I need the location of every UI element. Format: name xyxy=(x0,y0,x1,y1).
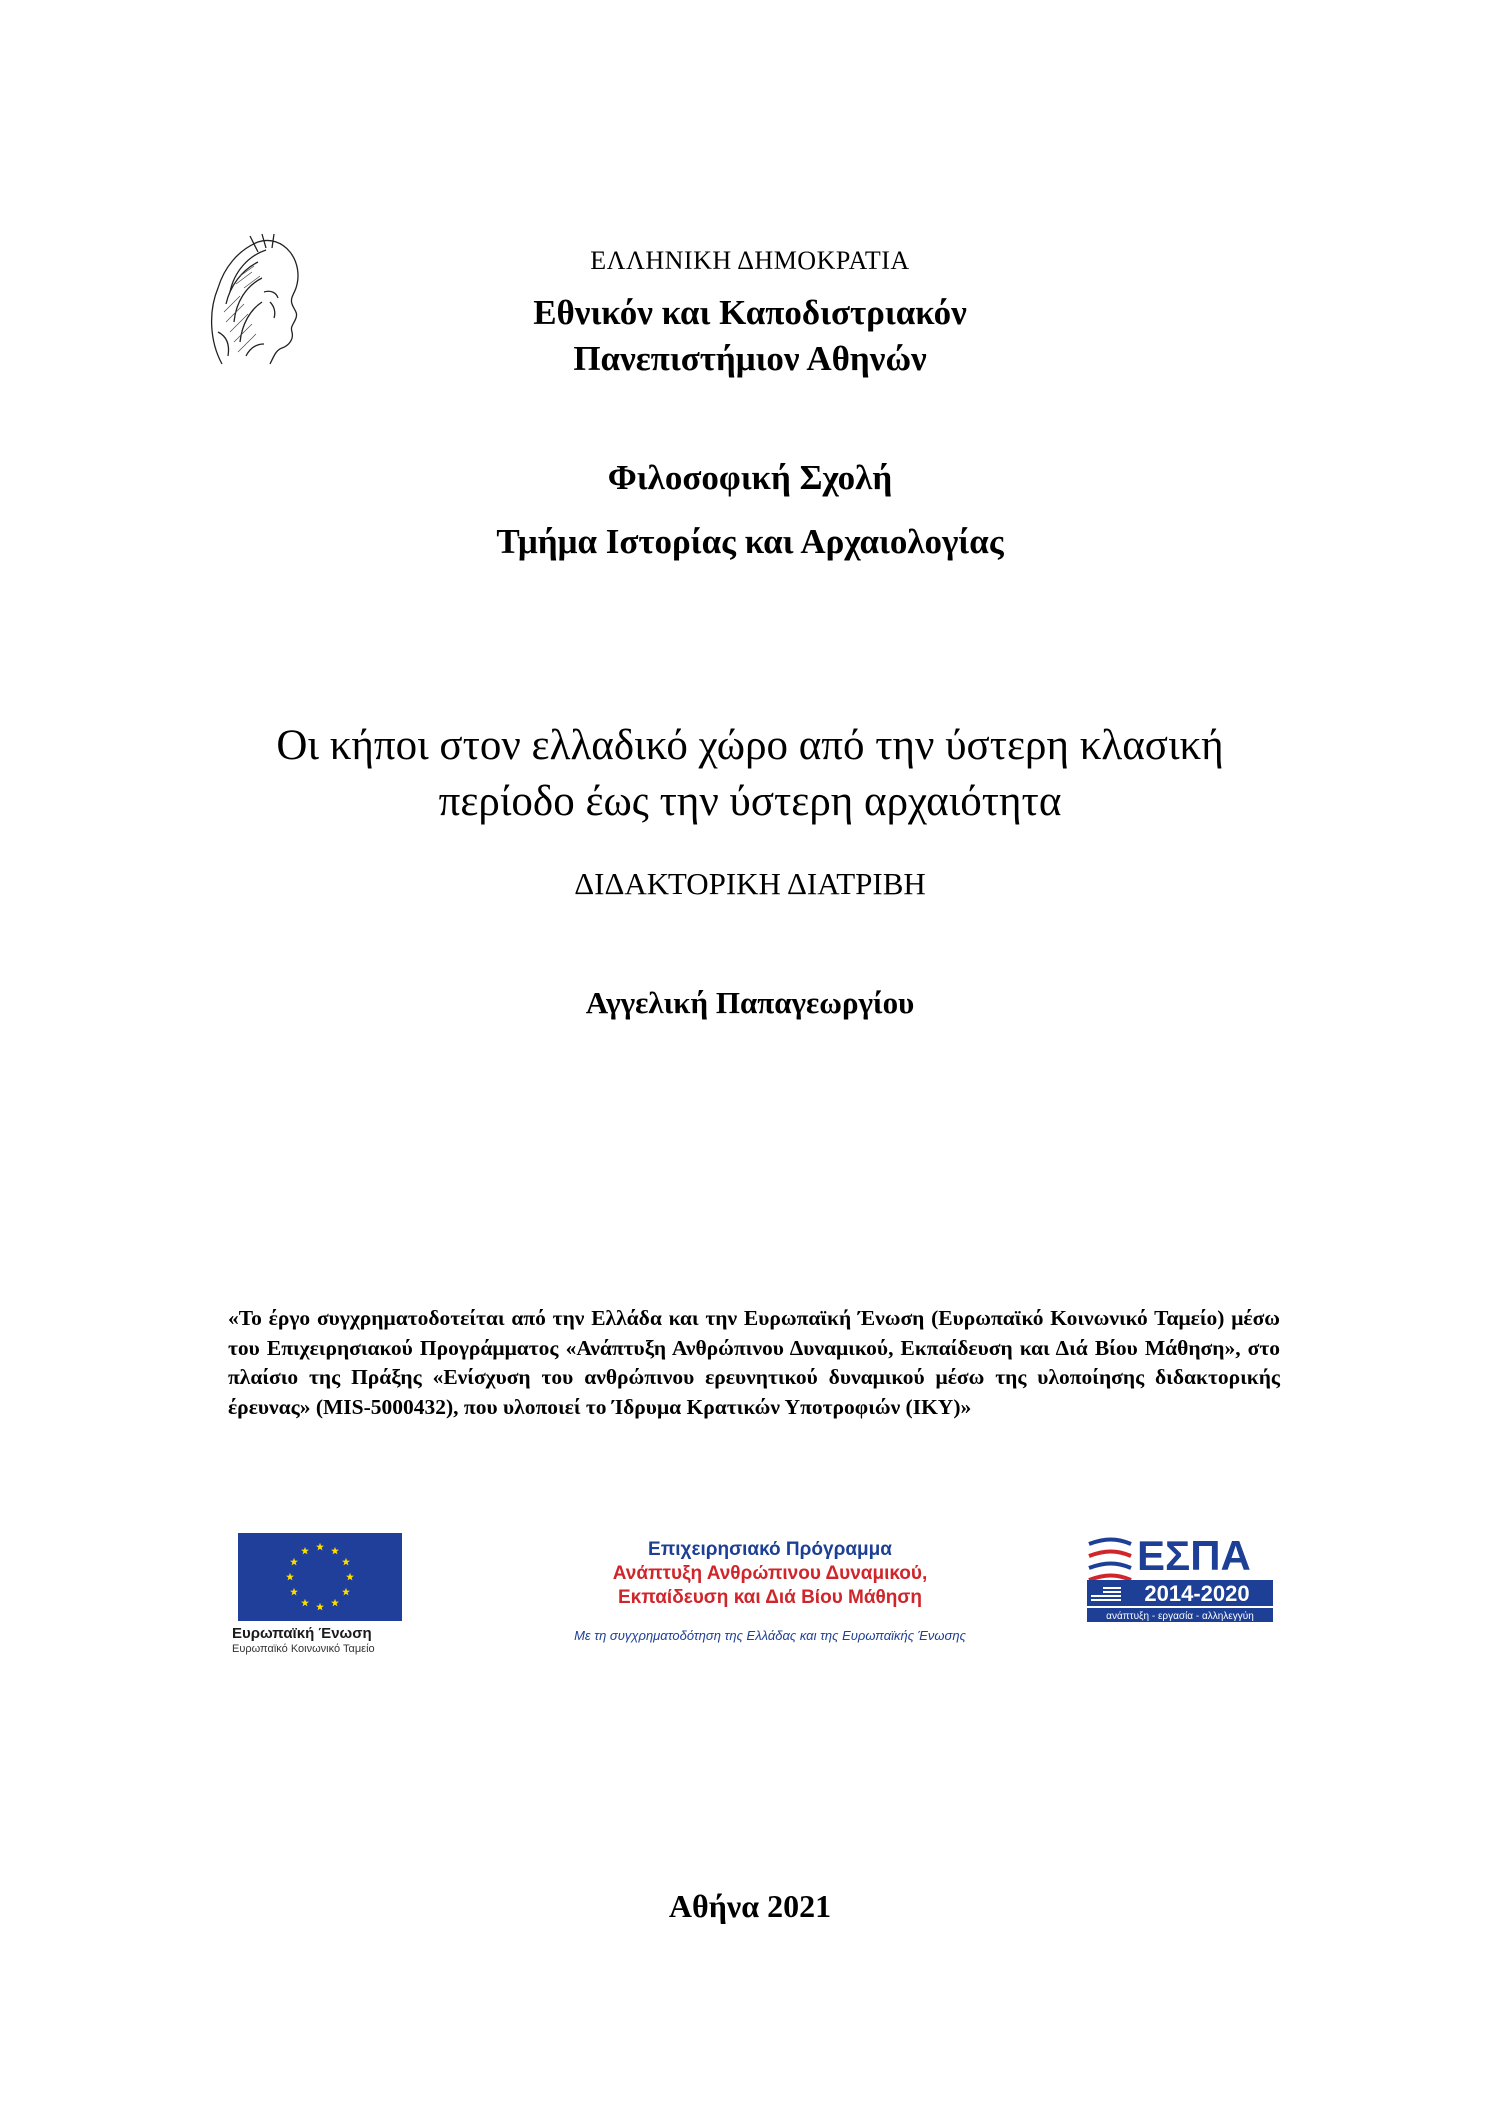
thesis-title-line-1: Οι κήποι στον ελλαδικό χώρο από την ύστερη κλασική xyxy=(276,722,1224,769)
eu-logo-caption xyxy=(232,1625,412,1655)
op-name-line-1: Ανάπτυξη Ανθρώπινου Δυναμικού, xyxy=(612,1563,928,1584)
espa-logo xyxy=(1085,1530,1275,1630)
university-name xyxy=(420,290,1080,382)
author-name: Αγγελική Παπαγεωργίου xyxy=(585,985,915,1020)
op-name-line-2: Εκπαίδευση και Διά Βίου Μάθηση xyxy=(617,1587,923,1608)
funding-statement: «Το έργο συγχρηματοδοτείται από την Ελλάδα και την Ευρωπαϊκή Ένωση (Ευρωπαϊκό Κοινωνικό Ταμείο) μέσω του Επιχειρησιακού Προγράμματος «Ανάπτυξη Ανθρώπινου Δυναμικού, Εκπαίδευση και Διά Βίου Μάθηση», στο πλαίσιο της Πράξης «Ενίσχυση του ανθρώπινου ερευνητικού δυναμικού μέσω της υλοποίησης διδακτορικής έρευνας» (MIS-5000432), που υλοποιεί το Ίδρυμα Κρατικών Υποτροφιών (ΙΚΥ)» xyxy=(228,1306,1280,1419)
espa-name: ΕΣΠΑ xyxy=(1137,1532,1251,1579)
espa-tagline: ανάπτυξη - εργασία - αλληλεγγύη xyxy=(1106,1611,1254,1622)
republic-heading: ΕΛΛΗΝΙΚΗ ΔΗΜΟΚΡΑΤΙΑ xyxy=(590,246,910,275)
department-name: Τμήμα Ιστορίας και Αρχαιολογίας xyxy=(496,522,1004,561)
thesis-title xyxy=(180,718,1320,830)
espa-years: 2014-2020 xyxy=(1144,1581,1250,1606)
eu-fund-name: Ευρωπαϊκό Κοινωνικό Ταμείο xyxy=(232,1643,375,1655)
school-name: Φιλοσοφική Σχολή xyxy=(607,458,893,497)
place-and-date: Αθήνα 2021 xyxy=(668,1888,832,1924)
thesis-title-line-2: περίοδο έως την ύστερη αρχαιότητα xyxy=(438,778,1062,825)
eu-name: Ευρωπαϊκή Ένωση xyxy=(232,1625,372,1642)
op-title: Επιχειρησιακό Πρόγραμμα xyxy=(648,1539,892,1560)
university-name-line-2: Πανεπιστήμιον Αθηνών xyxy=(573,339,927,378)
university-name-line-1: Εθνικόν και Καποδιστριακόν xyxy=(533,293,967,332)
university-emblem-icon xyxy=(200,232,304,372)
operational-programme-logo xyxy=(520,1538,1020,1643)
thesis-type: ΔΙΔΑΚΤΟΡΙΚΗ ΔΙΑΤΡΙΒΗ xyxy=(574,866,926,901)
op-cofunding-note: Με τη συγχρηματοδότηση της Ελλάδας και της Ευρωπαϊκής Ένωσης xyxy=(574,1628,966,1643)
